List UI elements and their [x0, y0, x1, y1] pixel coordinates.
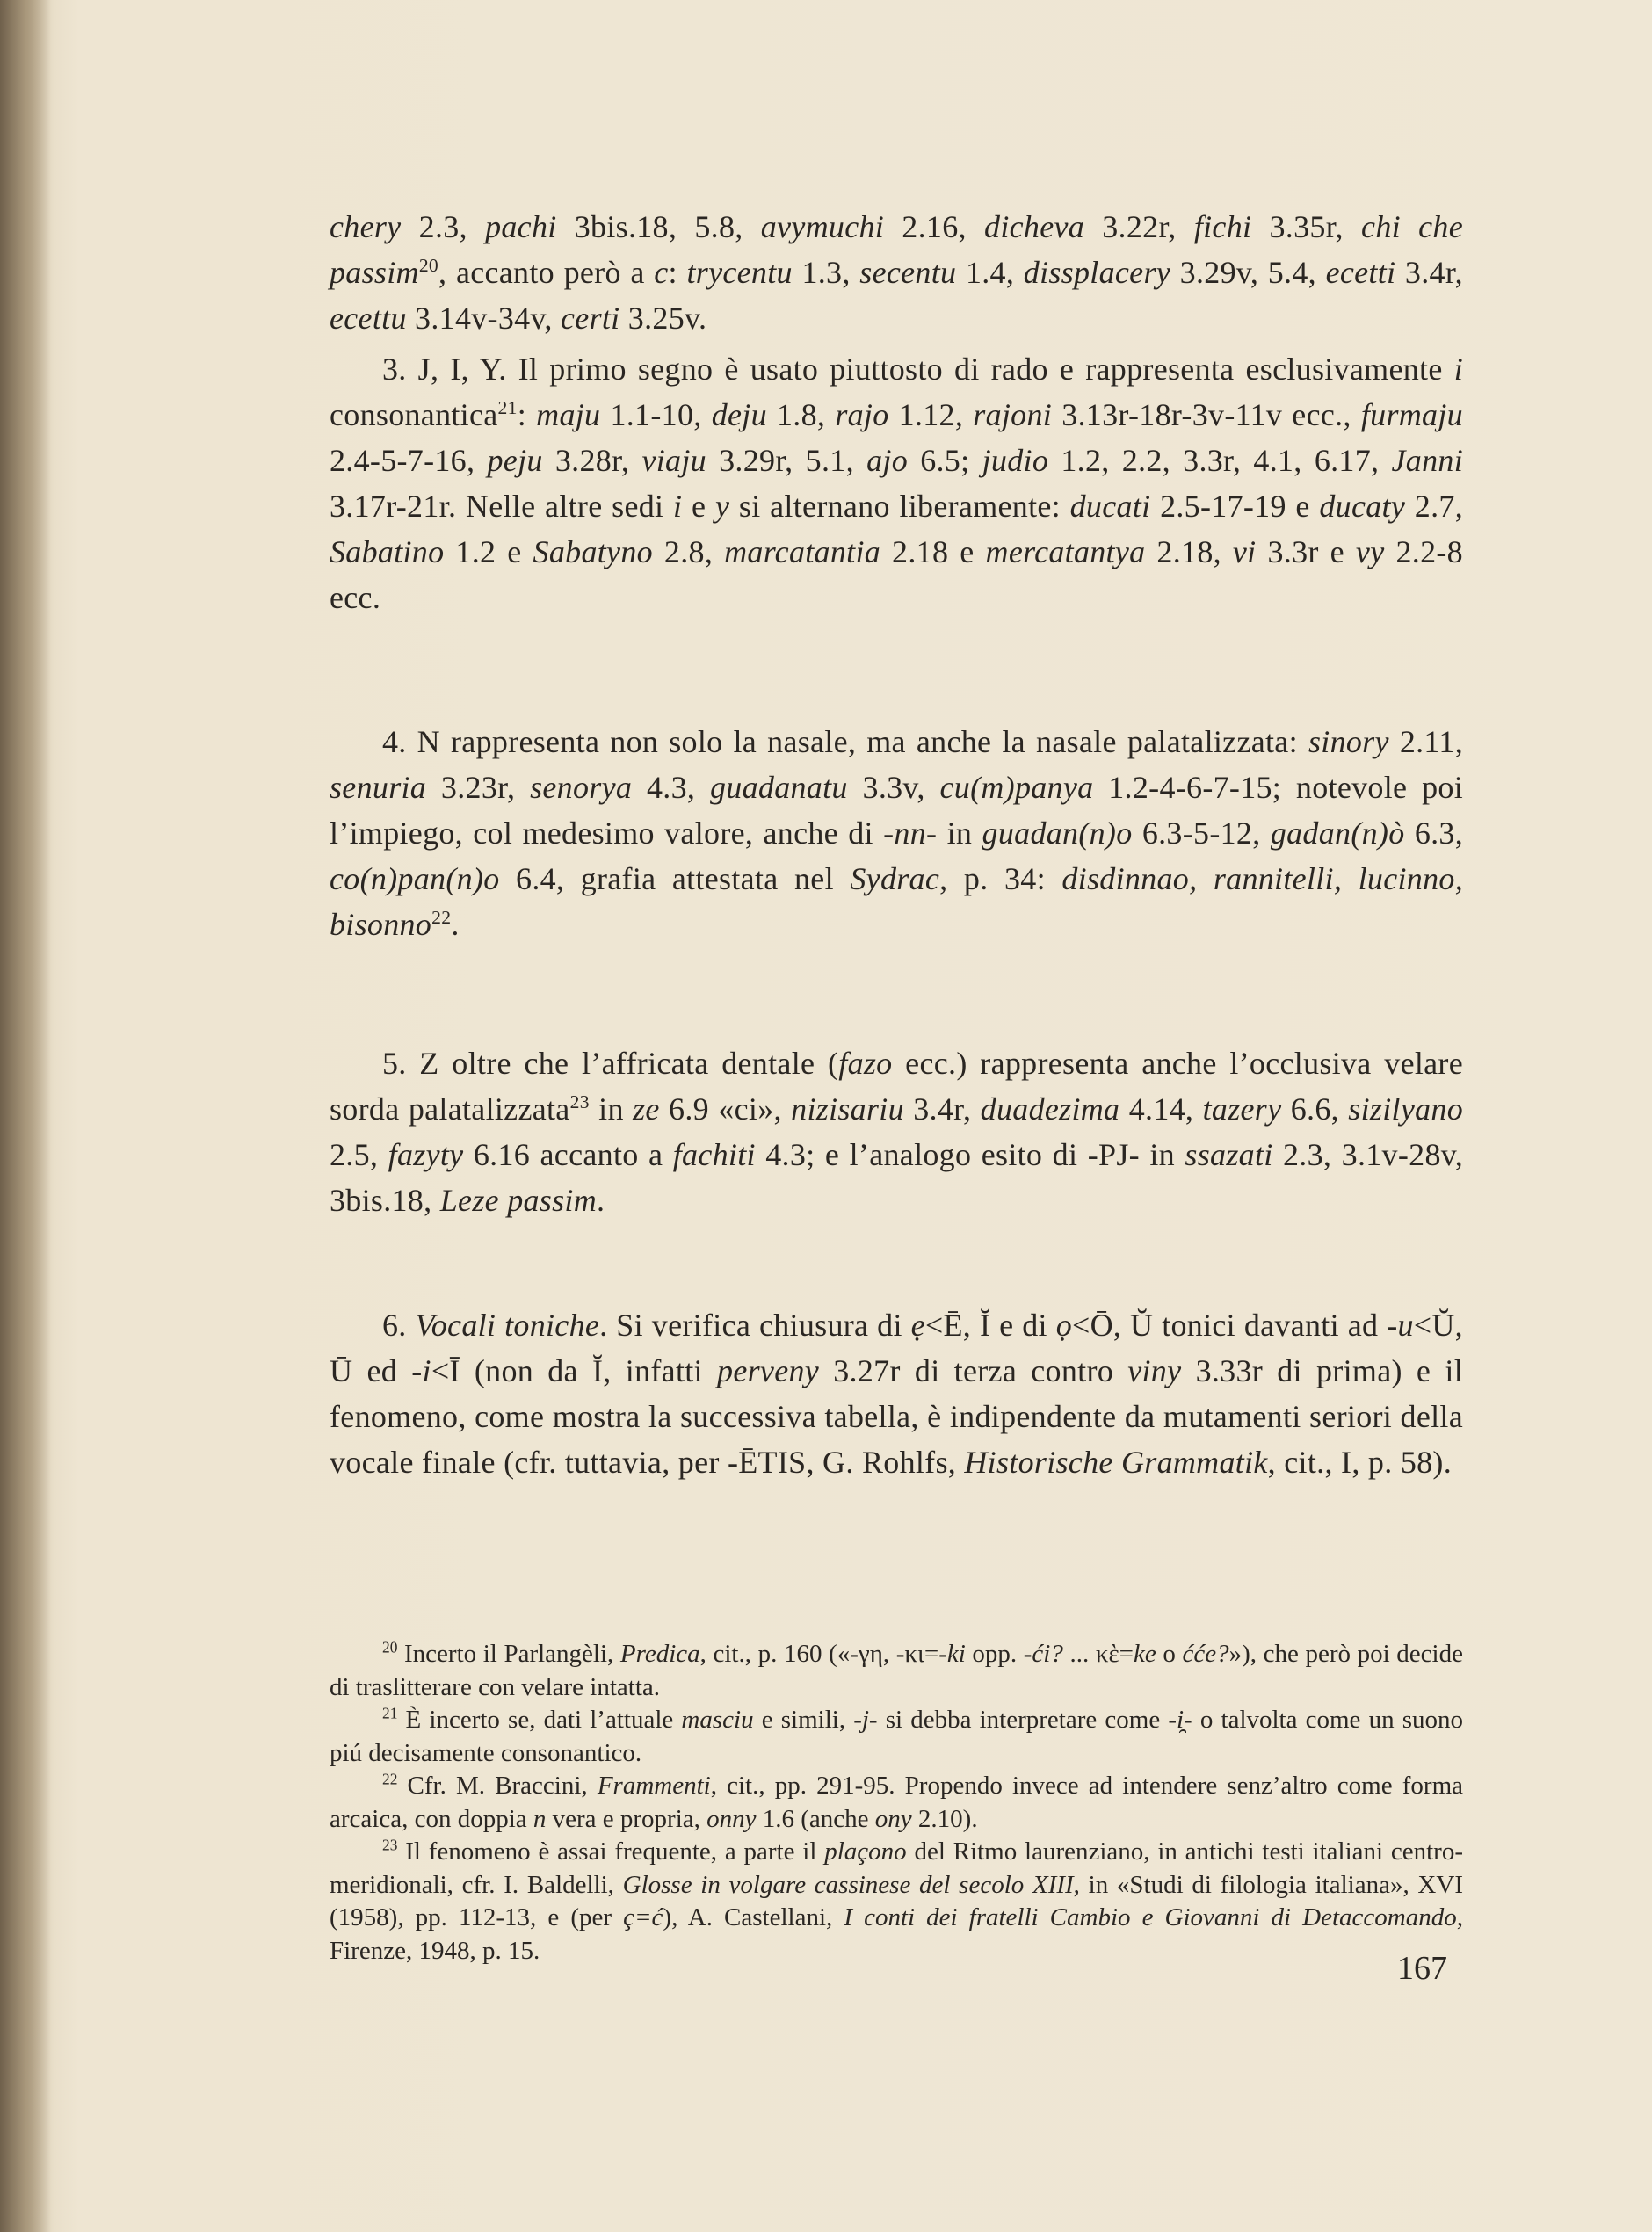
text-run: o — [1156, 1640, 1183, 1668]
text-run: 3.22r, — [1084, 209, 1194, 244]
text-run: 2.18 e — [880, 534, 986, 569]
footnote-ref: 21 — [382, 1704, 398, 1722]
italic-run: Vocali toniche — [415, 1308, 600, 1343]
italic-run: cu(m)panya — [939, 770, 1094, 805]
italic-run: trycentu — [686, 255, 793, 290]
footnote-ref: 21 — [497, 397, 518, 419]
text-run: 2.2-8 ecc. — [330, 534, 1463, 615]
text-run: 3.25v. — [620, 301, 707, 336]
text-run: del Ritmo laurenziano, in antichi testi italiani centro-meridionali, cfr. I. Baldelli, — [330, 1837, 1463, 1899]
text-run: 4. N rappresenta non solo la nasale, ma anche la nasale palatalizzata: — [382, 724, 1308, 759]
text-run: ), A. Castellani, — [663, 1903, 844, 1931]
italic-run: viny — [1127, 1353, 1182, 1388]
italic-run: pachi — [485, 209, 557, 244]
text-run: 3bis.18, 5.8, — [556, 209, 761, 244]
paragraph-5-z — [330, 1040, 1463, 1223]
text-run: <Ī (non da Ĭ, infatti — [431, 1353, 718, 1388]
italic-run: y — [714, 489, 730, 524]
italic-run: i — [1453, 351, 1463, 387]
text-run: . — [597, 1183, 605, 1218]
text-run: 6.16 accanto a — [463, 1137, 673, 1172]
italic-run: Leze passim — [439, 1183, 598, 1218]
italic-run: rajo — [835, 397, 889, 432]
italic-run: guadan(n)o — [982, 815, 1133, 851]
text-run: 2.18, — [1145, 534, 1233, 569]
text-run: 3.4r, — [903, 1091, 981, 1127]
italic-run: ecettu — [330, 301, 407, 336]
text-run: 1.4, — [956, 255, 1024, 290]
text-run: 6.3, — [1404, 815, 1464, 851]
footnote-ref: 23 — [382, 1836, 398, 1854]
italic-run: I conti dei fratelli Cambio e Giovanni di Detaccomando — [844, 1903, 1457, 1931]
italic-run: fazo — [838, 1046, 893, 1081]
text-run: Incerto il Parlangèli, — [397, 1640, 620, 1668]
italic-run: Historische Grammatik — [964, 1445, 1268, 1480]
italic-run: Predica — [620, 1640, 700, 1668]
italic-run: ke — [1134, 1640, 1156, 1668]
text-run: , cit., I, p. 58). — [1267, 1445, 1453, 1480]
italic-run: sinory — [1308, 724, 1389, 759]
italic-run: ćće? — [1182, 1640, 1229, 1668]
footnotes — [330, 1638, 1463, 1967]
italic-run: ducati — [1069, 489, 1151, 524]
paragraph-text — [330, 204, 1463, 341]
text-run: 3.23r, — [426, 770, 531, 805]
text-run: 2.4-5-7-16, — [330, 443, 488, 478]
italic-run: co(n)pan(n)o — [330, 861, 500, 896]
italic-run: sizilyano — [1348, 1091, 1464, 1127]
text-run: 5. Z oltre che l’affricata dentale ( — [382, 1046, 839, 1081]
italic-run: marcatantia — [724, 534, 881, 569]
italic-run: vi — [1232, 534, 1257, 569]
text-run: 3.17r-21r. Nelle altre sedi — [330, 489, 674, 524]
italic-run: ç=ć — [623, 1903, 663, 1931]
italic-run: viaju — [641, 443, 706, 478]
text-run: 6. — [382, 1308, 416, 1343]
text-run: 2.8, — [652, 534, 725, 569]
text-run: e simili, — [753, 1706, 854, 1734]
text-run: 2.5, — [330, 1137, 388, 1172]
text-run: : — [517, 397, 537, 432]
italic-run: tazery — [1202, 1091, 1282, 1127]
paragraph-4-n — [330, 719, 1463, 947]
text-run: 3.3v, — [847, 770, 940, 805]
italic-run: onny — [706, 1804, 757, 1833]
italic-run: Sydrac — [850, 861, 940, 896]
italic-run: deju — [711, 397, 767, 432]
italic-run: guadanatu — [710, 770, 848, 805]
text-run: 4.14, — [1119, 1091, 1203, 1127]
paragraph-text — [330, 1302, 1463, 1485]
page-number: 167 — [1397, 1950, 1447, 1987]
italic-run: Sabatyno — [533, 534, 653, 569]
text-run: 3.28r, — [542, 443, 642, 478]
text-run: , p. 34: — [939, 861, 1062, 896]
italic-run: judio — [982, 443, 1049, 478]
italic-run: -j- — [853, 1706, 878, 1734]
paragraph-text — [330, 719, 1463, 947]
text-run: : — [668, 255, 687, 290]
italic-run: fachiti — [672, 1137, 756, 1172]
italic-run: vy — [1355, 534, 1385, 569]
italic-run: mercatantya — [985, 534, 1146, 569]
italic-run: disdinnao, rannitelli, lucinno, bisonno — [330, 861, 1463, 942]
text-run: È incerto se, dati l’attuale — [397, 1706, 682, 1734]
footnote-20 — [330, 1638, 1463, 1704]
paragraph-6-vocali-toniche — [330, 1302, 1463, 1485]
italic-run: Frammenti — [597, 1772, 711, 1800]
italic-run: -nn- — [883, 815, 938, 851]
text-run: , accanto però a — [438, 255, 655, 290]
text-run: 1.1-10, — [600, 397, 712, 432]
text-run: <Ē, Ĭ e di — [924, 1308, 1056, 1343]
italic-run: fichi — [1193, 209, 1252, 244]
text-run: 4.3; e l’analogo esito di -PJ- in — [755, 1137, 1185, 1172]
text-run: 2.11, — [1388, 724, 1463, 759]
text-run: 3.3r e — [1256, 534, 1356, 569]
text-run: consonantica — [330, 397, 498, 432]
italic-run: certi — [561, 301, 620, 336]
text-run: Cfr. M. Braccini, — [397, 1772, 598, 1800]
italic-run: duadezima — [980, 1091, 1120, 1127]
footnote-ref: 23 — [569, 1091, 590, 1113]
italic-run: Sabatino — [330, 534, 445, 569]
text-run: 3. J, I, Y. Il primo segno è usato piuttosto di rado e rappresenta esclusivamente — [382, 351, 1454, 387]
italic-run: n — [533, 1804, 547, 1833]
italic-run: ajo — [866, 443, 908, 478]
text-run: 3.35r, — [1251, 209, 1362, 244]
text-run: . Si verifica chiusura di — [599, 1308, 911, 1343]
footnote-ref: 22 — [382, 1770, 398, 1788]
italic-run: furmaju — [1360, 397, 1463, 432]
text-run: 1.2 e — [444, 534, 533, 569]
text-run: 6.6, — [1281, 1091, 1349, 1127]
italic-run: peju — [487, 443, 543, 478]
italic-run: c — [654, 255, 669, 290]
text-run: 1.2-4-6-7-15; notevole poi l’impiego, col medesimo valore, anche di — [330, 770, 1463, 851]
italic-run: perveny — [717, 1353, 820, 1388]
text-run: in — [937, 815, 982, 851]
italic-run: senuria — [330, 770, 427, 805]
text-run: 3.13r-18r-3v-11v ecc., — [1052, 397, 1361, 432]
italic-run: maju — [536, 397, 601, 432]
paragraph-text — [330, 346, 1463, 620]
italic-run: -ki — [938, 1640, 966, 1668]
text-run: , in «Studi di filologia italiana», XVI (1958), pp. 112-13, e (per — [330, 1870, 1463, 1931]
paragraph-c-continuation — [330, 204, 1463, 341]
italic-run: masciu — [681, 1706, 754, 1734]
footnote-ref: 20 — [382, 1638, 398, 1656]
text-run: ... κὲ= — [1062, 1640, 1134, 1668]
text-run: 3.14v-34v, — [406, 301, 562, 336]
italic-run: -i — [411, 1353, 431, 1388]
text-run: 1.8, — [766, 397, 836, 432]
text-run: vera e propria, — [546, 1804, 707, 1833]
text-run: 2.10). — [911, 1804, 978, 1833]
italic-run: chi che passim — [330, 209, 1463, 290]
italic-run: gadan(n)ò — [1270, 815, 1405, 851]
text-run: 4.3, — [632, 770, 710, 805]
text-run: o talvolta come un suono piú decisamente consonantico. — [330, 1706, 1464, 1767]
text-run: 3.33r di prima) e il fenomeno, come mostra la successiva tabella, è indipendente da mutamenti seriori della vocale finale (cfr. tuttavia, per -ĒTIS, G. Rohlfs, — [330, 1353, 1463, 1480]
text-run: 6.5; — [908, 443, 982, 478]
text-run: ecc.) rappresenta anche l’occlusiva velare sorda palatalizzata — [330, 1046, 1463, 1127]
italic-run: dissplacery — [1023, 255, 1171, 290]
text-run: 6.3-5-12, — [1132, 815, 1271, 851]
italic-run: Glosse in volgare cassinese del secolo XIII — [622, 1870, 1074, 1899]
italic-run: rajoni — [973, 397, 1053, 432]
text-run: e — [682, 489, 715, 524]
footnote-ref: 20 — [418, 255, 439, 277]
italic-run: ony — [874, 1804, 912, 1833]
text-run: , cit., p. 160 («-γη, -κι= — [699, 1640, 939, 1668]
italic-run: ọ — [1055, 1308, 1072, 1343]
italic-run: i — [673, 489, 683, 524]
italic-run: avymuchi — [760, 209, 885, 244]
text-run: 2.7, — [1405, 489, 1464, 524]
italic-run: Janni — [1391, 443, 1464, 478]
text-run: , cit., pp. 291-95. Propendo invece ad intendere senz’altro come forma arcaica, con doppia — [330, 1772, 1464, 1833]
text-run: si alternano liberamente: — [729, 489, 1070, 524]
text-run: 3.29v, 5.4, — [1170, 255, 1326, 290]
italic-run: ẹ — [910, 1308, 925, 1343]
text-run: 1.6 (anche — [756, 1804, 875, 1833]
paragraph-text — [330, 1040, 1463, 1223]
italic-run: senorya — [530, 770, 633, 805]
text-run: 2.16, — [884, 209, 985, 244]
italic-run: fazyty — [388, 1137, 464, 1172]
italic-run: -ći? — [1023, 1640, 1063, 1668]
book-spine-shadow — [0, 0, 51, 2232]
text-run: 2.3, — [401, 209, 486, 244]
italic-run: dicheva — [984, 209, 1085, 244]
italic-run: -i̯- — [1168, 1706, 1192, 1734]
text-run: 1.3, — [792, 255, 860, 290]
footnote-22 — [330, 1770, 1463, 1836]
text-run: 1.12, — [888, 397, 974, 432]
footnote-21 — [330, 1704, 1463, 1770]
text-run: 1.2, 2.2, 3.3r, 4.1, 6.17, — [1048, 443, 1392, 478]
text-run: 3.29r, 5.1, — [706, 443, 867, 478]
text-run: »), che però poi decide di traslitterare con velare intatta. — [330, 1640, 1463, 1701]
italic-run: ze — [633, 1091, 660, 1127]
text-run: in — [589, 1091, 634, 1127]
footnote-ref: 22 — [431, 907, 452, 929]
italic-run: plaçono — [824, 1837, 907, 1866]
italic-run: ecetti — [1325, 255, 1396, 290]
text-run: 3.27r di terza contro — [819, 1353, 1128, 1388]
text-run: . — [451, 907, 460, 942]
text-run: , Firenze, 1948, p. 15. — [330, 1903, 1463, 1965]
italic-run: chery — [330, 209, 402, 244]
italic-run: nizisariu — [791, 1091, 904, 1127]
text-run: <Ō, Ŭ tonici davanti ad — [1072, 1308, 1388, 1343]
paragraph-3-j-i-y — [330, 346, 1463, 620]
italic-run: secentu — [859, 255, 957, 290]
italic-run: ducaty — [1319, 489, 1406, 524]
text-run: 2.3, 3.1v-28v, 3bis.18, — [330, 1137, 1464, 1218]
text-run: 3.4r, — [1395, 255, 1463, 290]
text-run: <Ŭ, Ū ed — [330, 1308, 1463, 1388]
text-run: 6.9 «ci», — [659, 1091, 792, 1127]
footnote-23 — [330, 1836, 1463, 1967]
text-run: opp. — [965, 1640, 1024, 1668]
text-run: Il fenomeno è assai frequente, a parte il — [397, 1837, 825, 1866]
text-run: 2.5-17-19 e — [1150, 489, 1320, 524]
text-run: si debba interpretare come — [877, 1706, 1169, 1734]
italic-run: -u — [1387, 1308, 1414, 1343]
italic-run: ssazati — [1185, 1137, 1273, 1172]
text-run: 6.4, grafia attestata nel — [499, 861, 851, 896]
